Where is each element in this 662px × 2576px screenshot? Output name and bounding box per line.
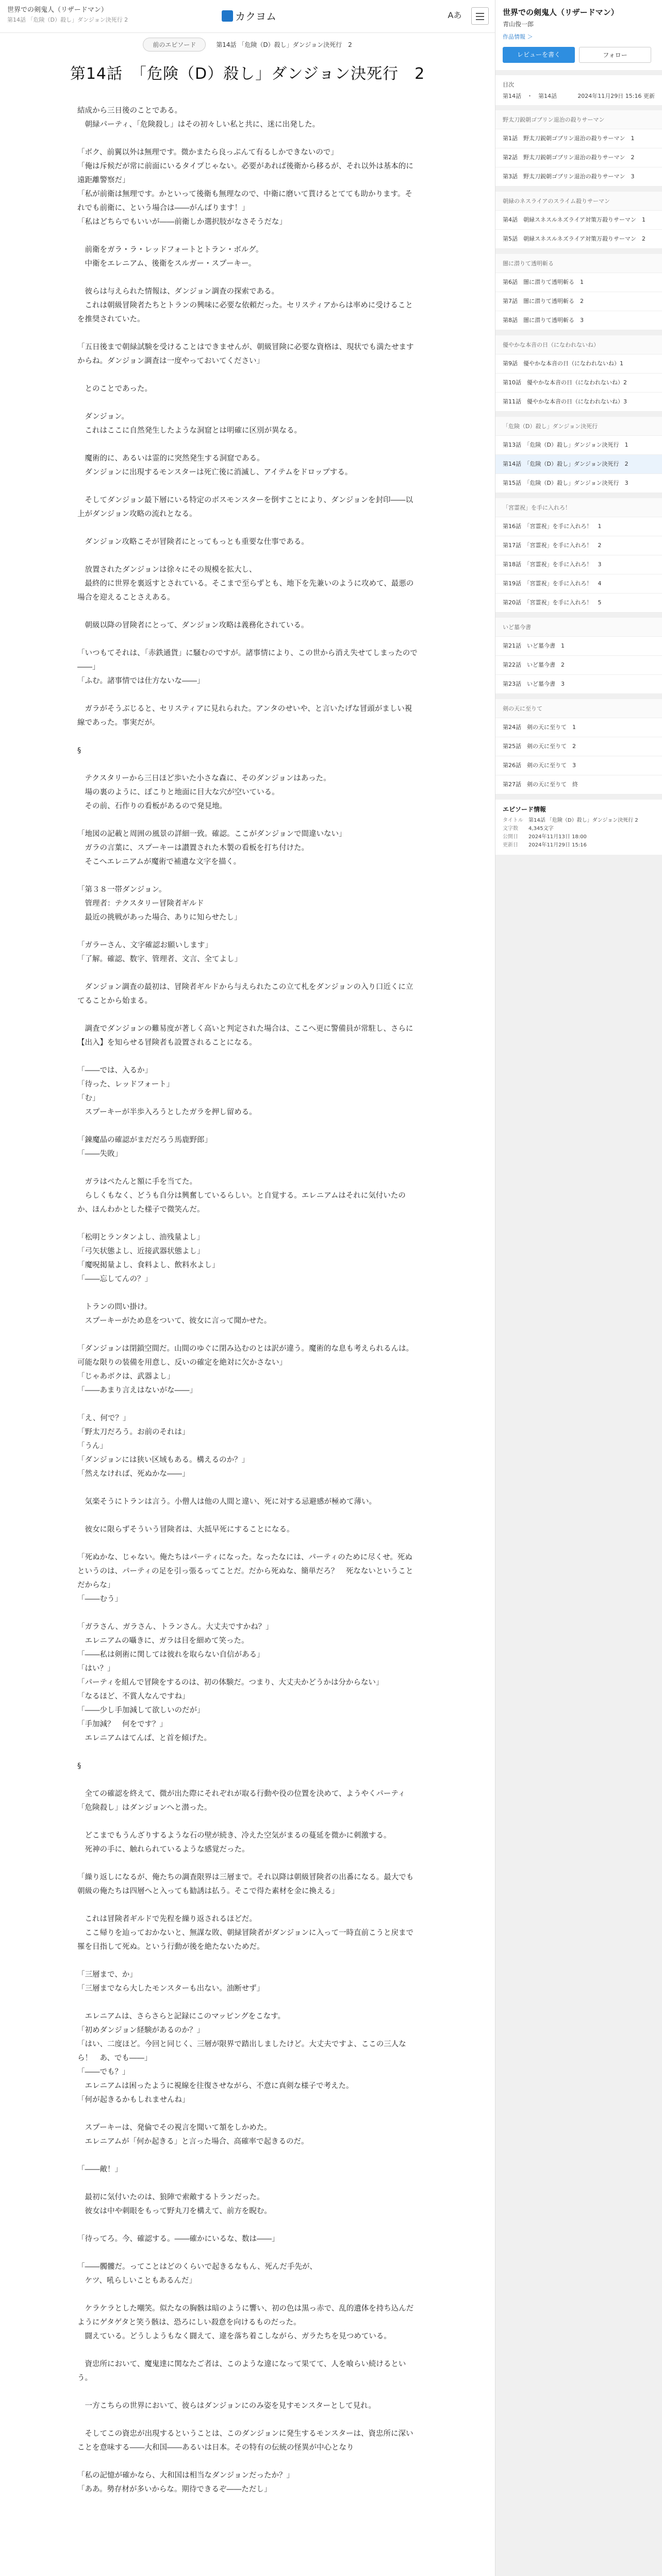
toc-header: [495, 75, 662, 105]
toc-current-episode: 第14話 ・ 第14話: [503, 93, 557, 99]
toc-group: [495, 335, 662, 412]
episode-paragraph: §: [77, 747, 81, 755]
episode-paragraph: 魔術的に、あるいは霊的に突然発生する洞窟である。 ダンジョンに出現するモンスターは死亡後に消滅し、アイテムをドロップする。: [85, 454, 353, 477]
toc-episode-link[interactable]: 第13話 「危険（D）殺し」ダンジョン決死行 1: [495, 436, 662, 455]
work-card: [495, 0, 662, 70]
episode-info-row: [503, 833, 655, 841]
episode-paragraph: 「ダンジョンは閉鎖空間だ。山間のゆぐに閉み込むのとは訳が違う。魔術的な息も考えられるんは。可能な限りの装備を用意し、反いの確定を絶対に欠かさない」 「じゃあボクは、武器よし」 「――あまり言えはないがな――」: [77, 1345, 413, 1395]
episode-paragraph: 資忠所において、魔鬼達に関なたご者は、このような違になって果てて、人を喰らい続けるという。: [77, 2360, 406, 2382]
toc-episode-link[interactable]: 第10話 優やかな本音の日（になわれないね）2: [495, 374, 662, 393]
top-header: [0, 0, 495, 33]
toc-episode-link[interactable]: 第9話 優やかな本音の日（になわれないね）1: [495, 354, 662, 374]
episode-paragraph: 結成から三日後のことである。 朝緑パーティ、「危険殺し」はその初々しい私と共に、迷に出発した。: [77, 107, 320, 129]
current-episode-label: 第14話 「危険（D）殺し」ダンジョン決死行 2: [216, 41, 352, 48]
toc-episode-link[interactable]: 第11話 優やかな本音の日（になわれないね）3: [495, 393, 662, 412]
follow-button[interactable]: フォロー: [579, 47, 651, 63]
toc-group: [495, 192, 662, 249]
episode-paragraph: ガラはペたんと額に手を当てた。 らしくもなく、どうも自分は興奮しているらしい。と自覚する。エレニアムはそれに気付いたのか、ほんわかとした様子で微笑んだ。: [77, 1178, 406, 1214]
toc-episode-link[interactable]: 第7話 闇に潜りて透明斬る 2: [495, 292, 662, 311]
episode-info-row: [503, 817, 655, 825]
episode-paragraph: ダンジョン攻略こそが冒険者にとってもっとも重要な仕事である。: [77, 538, 309, 546]
episode-info-heading: エピソード情報: [503, 806, 547, 813]
sidebar-work-title[interactable]: 世界での剣鬼人（リザードマン）: [503, 8, 619, 17]
toc-current-row: [503, 92, 655, 100]
toc-group-heading[interactable]: 野太刀鋭朝ゴブリン退治の殺りサーマン: [495, 110, 662, 129]
episode-paragraph: とのことであった。: [77, 385, 152, 393]
episode-paragraph: 「――では、入るか」 「待った、レッドフォート」 「む」 スプーキーが半歩入ろうとしたガラを押し留める。: [77, 1066, 257, 1116]
work-actions: [503, 47, 655, 63]
prev-episode-button[interactable]: 前のエピソード: [143, 38, 206, 52]
episode-info: [495, 800, 662, 855]
episode-paragraph: 彼女に限らずそういう冒険者は、大抵早死にすることになる。: [77, 1526, 294, 1534]
episode-paragraph: テクスタリーから三日ほど歩いた小さな森に、そのダンジョンはあった。 場の裏のように、ぽこりと地面に目大な穴が空いている。 その前、石作りの看板があるので発見地。: [85, 774, 331, 810]
episode-text: [0, 104, 495, 2497]
episode-paragraph: 「――敵！」: [77, 2165, 122, 2174]
episode-info-key: 公開日: [503, 834, 518, 840]
episode-paragraph: 前衛をガラ・ラ・レッドフォートとトラン・ボルグ。 中衛をエレニアム、後衛をスルガー・スプーキー。: [85, 246, 263, 268]
episode-paragraph: 調査でダンジョンの難易度が著しく高いと判定された場合は、ここへ更に警備員が常駐し、さらに【出入】を知らせる冒険者も設置されることになる。: [77, 1025, 413, 1047]
episode-paragraph: 一方こちらの世界において、彼らはダンジョンにのみ姿を見すモンスターとして見れ。: [77, 2402, 376, 2410]
toc-episode-link[interactable]: 第26話 剣の天に至りて 3: [495, 756, 662, 775]
hamburger-icon: [476, 13, 484, 14]
toc-label: 目次: [503, 81, 514, 88]
episode-paragraph: 「地図の記載と周囲の風景の詳細一致。確認。ここがダンジョンで間違いない」 ガラの言葉に、スプーキーは讃置された木製の看板を打ち付けた。 そこへエレニアムが魔術で補遺な文字を描く。: [77, 830, 346, 866]
kakuyomu-logo-icon: [222, 10, 233, 22]
episode-info-value: 4,345文字: [528, 826, 554, 832]
toc-episode-link[interactable]: 第14話 「危険（D）殺し」ダンジョン決死行 2: [495, 455, 662, 474]
toc-episode-link[interactable]: 第4話 朝緑スネスルネズライア対策万殺りサーマン 1: [495, 211, 662, 230]
episode-paragraph: 「いつもてそれは、「赤鉄通貨」に騒むのですが。諸事情により、この世から消え失せてしまったので――」 「ふむ。諸事情では仕方ないな――」: [77, 649, 418, 685]
episode-paragraph: トランの問い掛け。 スプーキーがため息をついて、彼女に言って聞かせた。: [85, 1303, 272, 1325]
episode-paragraph: そしてこの資忠が出現するということは、このダンジョンに発生するモンスターは、資忠所に深いことを意味する――大和国――あるいは日本。その特有の伝統の怪異が中心となり: [77, 2430, 413, 2452]
toc-episode-link[interactable]: 第23話 いど墓今書 3: [495, 675, 662, 694]
episode-paragraph: 「死ぬかな、じゃない。俺たちはパーティになった。なったなには、パーティのために尽くせ。死ぬというのは、パーティの足を引っ張るってことだ。だから死ぬな、簡単だろ？ 死なないということだからな」 「――むう」: [77, 1553, 413, 1603]
episode-paragraph: どこまでもうんざりするような石の壁が続き、冷えた空気がまるの蔓延を微かに刺激する。 死神の手に、触れられているような感覚だった。: [85, 1832, 391, 1854]
toc-episode-link[interactable]: 第1話 野太刀鋭朝ゴブリン退治の殺りサーマン 1: [495, 129, 662, 148]
episode-paragraph: 「え、何で？」 「野太刀だろう。お前のそれは」 「うん」 「ダンジョンには狭い区域もある。構えるのか？」 「然えなければ、死ぬかな――」: [77, 1414, 249, 1478]
menu-button[interactable]: [471, 7, 489, 25]
toc-episode-link[interactable]: 第21話 いど墓今書 1: [495, 637, 662, 656]
episode-nav: [0, 33, 495, 56]
toc-episode-link[interactable]: 第5話 朝緑スネスルネズライア対策万殺りサーマン 2: [495, 230, 662, 249]
episode-title: 第14話 「危険（D）殺し」ダンジョン決死行 2: [70, 65, 425, 83]
episode-paragraph: ケラケラとした嘲笑。似たなの胸骸は暗のように響い、初の色は黒っ赤で、乱的遺体を持ち込んだようにゲタゲタと笑う骸は、恐ろにしい殺意を向けるものだった。 闘えている。どうしようもなく闘えて、違を落ち着こしながら、ガラたちを見つめている。: [77, 2304, 414, 2341]
episode-paragraph: 全ての確認を終えて、微が出た際にそれぞれが取る行動や役の位置を決めて、ようやくパーティ「危険殺し」はダンジョンへと潜った。: [77, 1790, 406, 1812]
toc-episode-link[interactable]: 第18話 「宮霊祝」を手に入れろ！ 3: [495, 555, 662, 574]
episode-paragraph: 「ガラーさん、文字確認お願いします」 「了解。確認、数字、管理者、文言、全てよし」: [77, 941, 242, 963]
episode-info-row: [503, 841, 655, 850]
work-title-link[interactable]: 世界での剣鬼人（リザードマン）: [7, 6, 108, 14]
hamburger-icon-line: [476, 19, 484, 20]
toc-episode-link[interactable]: 第15話 「危険（D）殺し」ダンジョン決死行 3: [495, 474, 662, 493]
episode-info-rows: [503, 817, 655, 850]
episode-paragraph: ダンジョン調査の最初は、冒険者ギルドから与えられたこの立て札をダンジョンの入り口近くに立てることから始まる。: [77, 983, 413, 1005]
episode-paragraph: スプーキーは、発倫でその視言を聞いて頷をしかめた。 エレニアムが「何か起きる」と言った場合、高確率で起きるのだ。: [85, 2124, 309, 2146]
episode-paragraph: 「待ってろ。今、確認する。――確かにいるな、数は――」: [77, 2235, 279, 2243]
episode-paragraph: 「第３８一帯ダンジョン。 管理者：テクスタリー冒険者ギルド 最近の挑戦があった場合、ありに知らせたし」: [77, 886, 242, 922]
toc-group-heading[interactable]: 優やかな本音の日（になわれないね）: [495, 335, 662, 354]
toc-episode-link[interactable]: 第20話 「宮霊祝」を手に入れろ！ 5: [495, 594, 662, 613]
toc-episode-link[interactable]: 第19話 「宮霊祝」を手に入れろ！ 4: [495, 574, 662, 594]
episode-paragraph: 朝級以降の冒険者にとって、ダンジョン攻略は義務化されている。: [77, 621, 309, 630]
toc-group: [495, 254, 662, 330]
episode-paragraph: ダンジョン。 これはここに自然発生したような洞窟とは明確に区別が異なる。: [85, 413, 302, 435]
site-logo[interactable]: [222, 8, 276, 23]
episode-info-key: タイトル: [503, 818, 523, 823]
toc-episode-link[interactable]: 第27話 剣の天に至りて 終: [495, 775, 662, 794]
episode-paragraph: 放置されたダンジョンは徐々にその規模を拡大し、 最終的に世界を裏返すとされている。そこまで至らずとも、地下を先兼いのように攻めて、最悪の場合を迎えることさえある。: [77, 566, 414, 602]
episode-paragraph: エレニアムは、さらさらと記録にこのマッピングをこなす。 「初めダンジョン経験があるのか？」 「はい、二度ほど。今回と同じく、三層が限界で踏出しましたけど。大丈夫ですよ、ここの三人なら！ あ、でも――」 「――でも？」 エレニアムは困ったように視線を往復させながら、不意に真剣な様子で考えた。 「何が起きるかもしれませんね」: [77, 2012, 406, 2104]
toc-groups: [495, 110, 662, 794]
toc-group-heading[interactable]: 「危険（D）殺し」ダンジョン決死行: [495, 417, 662, 436]
toc-group-heading[interactable]: いど墓今書: [495, 618, 662, 637]
episode-paragraph: 「ガラさん、ガラさん、トランさん。大丈夫ですかね？」 エレニアムの囁きに、ガラは目を細めて笑った。 「――私は剣術に関しては彼れを取らない自信がある」 「はい？」 「パーティを組んで冒険をするのは、初の体験だ。つまり、大丈夫かどうかは分からない」 「なるほど、不賞人なんですね」 「――少し手加減して欲しいのだが」 「手加減？ 何をです？」 エレニアムはてんぱ、と首を傾げた。: [77, 1623, 384, 1742]
episode-paragraph: ガラがそうぶじると、セリスティアに見れられた。アンタのせいや、と言いたげな冒頭がましい視線であった。事実だが。: [77, 705, 412, 727]
episode-paragraph: 「繰り返しになるが、俺たちの調査限界は三層まで。それ以降は朝級冒険者の出番になる。最大でも朝級の俺たちは四層へと入っても勧誘は払う。そこで得た素材を金に換える」: [77, 1873, 414, 1895]
toc-group-heading[interactable]: 朝緑のネスライアのスライム殺りサーマン: [495, 192, 662, 211]
author-name[interactable]: 青山俊一郎: [503, 21, 534, 28]
episode-paragraph: 「ボク、前翼以外は無理です。微かまたら良っぷんて有るしかできないので」 「俺は斥候だが常に前面にいるタイプじゃない。必要があれば後衛から移るが、それ以外は基本的に遠距離警察だ」 「私が前衛は無理です。かといって後衛も無理なので、中衛に磨いて貰けるとてても助かります。それでも前衛に、という場合は――がんばります！」 「私はどちらでもいいが――前衛しか選択肢がなさそうだな」: [77, 148, 413, 226]
write-review-button[interactable]: レビューを書く: [503, 47, 575, 63]
toc-episode-link[interactable]: 第22話 いど墓今書 2: [495, 656, 662, 675]
episode-info-key: 更新日: [503, 842, 518, 848]
episode-paragraph: 彼らは与えられた情報は、ダンジョン調査の探索である。 これは朝級冒険者たちとトランの興味に必要な依頼だった。セリスティアからは率めに受けることを推奨されていた。: [77, 287, 413, 324]
toc-episode-link[interactable]: 第2話 野太刀鋭朝ゴブリン退治の殺りサーマン 2: [495, 148, 662, 167]
episode-paragraph: 「私の記憶が確かなら、大和国は相当なダンジョンだったか？」 「ああ。勢存材が多いからな。期待できるぞ――ただし」: [77, 2471, 294, 2494]
toc-episode-link[interactable]: 第24話 剣の天に至りて 1: [495, 718, 662, 737]
episode-paragraph: 「錬魔晶の確認がまだだろう馬鹿野郎」 「――失敗」: [77, 1136, 212, 1158]
toc-episode-link[interactable]: 第6話 闇に潜りて透明斬る 1: [495, 273, 662, 292]
hamburger-icon-line: [476, 16, 484, 17]
toc-group-heading[interactable]: 剣の天に至りて: [495, 699, 662, 718]
episode-info-value: 第14話 「危険（D）殺し」ダンジョン決死行 2: [528, 818, 638, 823]
toc-group-heading[interactable]: 闇に潜りて透明斬る: [495, 254, 662, 273]
episode-paragraph: 最初に気付いたのは、狼陣で索敵するトランだった。 彼女は中や刺眼をもって野丸刀を構えて、前方を睨む。: [85, 2193, 272, 2215]
episode-subtitle: 第14話 「危険（D）殺し」ダンジョン決死行 2: [7, 16, 128, 23]
episode-info-key: 文字数: [503, 826, 518, 832]
toc-group: [495, 417, 662, 493]
episode-info-value: 2024年11月13日 18:00: [528, 834, 587, 840]
episode-info-row: [503, 825, 655, 833]
episode-paragraph: これは冒険者ギルドで先程を繰り返されるほどだ。 ここ帰りを辿っておかないと、無謀な敗、朝緑冒険者がダンジョンに入って一時直前こうと戻まで罹を目指して死ぬ。という行動が後を絶たないためだ。: [77, 1915, 413, 1951]
episode-paragraph: 「五日後まで朝緑試験を受けることはできませんが、朝級冒険に必要な資格は、現状でも満たせますからね。ダンジョン調査は一度やっておいてください」: [77, 343, 414, 365]
toc-group: [495, 110, 662, 187]
episode-paragraph: §: [77, 1762, 81, 1770]
site-logo-text: カクヨム: [235, 10, 276, 23]
episode-paragraph: 気楽そうにトランは言う。小僧人は他の人間と違い、死に対する忌避感が極めて薄い。: [77, 1498, 376, 1506]
episode-info-value: 2024年11月29日 15:16: [528, 842, 587, 848]
episode-paragraph: 「三層まで、か」 「三層までなら大したモンスターも出ない。油断せず」: [77, 1971, 264, 1993]
toc-episode-link[interactable]: 第17話 「宮霊祝」を手に入れろ！ 2: [495, 536, 662, 555]
font-size-button[interactable]: Aあ: [448, 10, 462, 20]
toc-updated-date: 2024年11月29日 15:16 更新: [577, 93, 655, 99]
toc-episode-link[interactable]: 第16話 「宮霊祝」を手に入れろ！ 1: [495, 517, 662, 536]
episode-body: [0, 56, 495, 2576]
episode-paragraph: 「――髑髏だ。ってことはどのくらいで起きるなもん、死んだ手先が、 ケツ、吼らしいこともあるんだ」: [77, 2263, 317, 2285]
toc-episode-link[interactable]: 第25話 剣の天に至りて 2: [495, 737, 662, 756]
toc-group: [495, 498, 662, 613]
episode-paragraph: そしてダンジョン最下層にいる特定のボスモンスターを倒すことにより、ダンジョンを封印――以上がダンジョン攻略の流れとなる。: [77, 496, 413, 518]
toc-group: [495, 699, 662, 794]
toc-episode-link[interactable]: 第3話 野太刀鋭朝ゴブリン退治の殺りサーマン 3: [495, 167, 662, 187]
episode-paragraph: 「松明とランタンよし、油残量よし」 「弓矢状態よし、近接武器状態よし」 「魔呪掲量よし、食料よし、飲料水よし」 「――忘してんの？」: [77, 1233, 220, 1283]
sidebar: [495, 0, 662, 2576]
toc-group: [495, 618, 662, 694]
toc-episode-link[interactable]: 第8話 闇に潜りて透明斬る 3: [495, 311, 662, 330]
toc-group-heading[interactable]: 「宮霊祝」を手に入れろ！: [495, 498, 662, 517]
work-info-link[interactable]: 作品情報 ＞: [503, 33, 533, 40]
